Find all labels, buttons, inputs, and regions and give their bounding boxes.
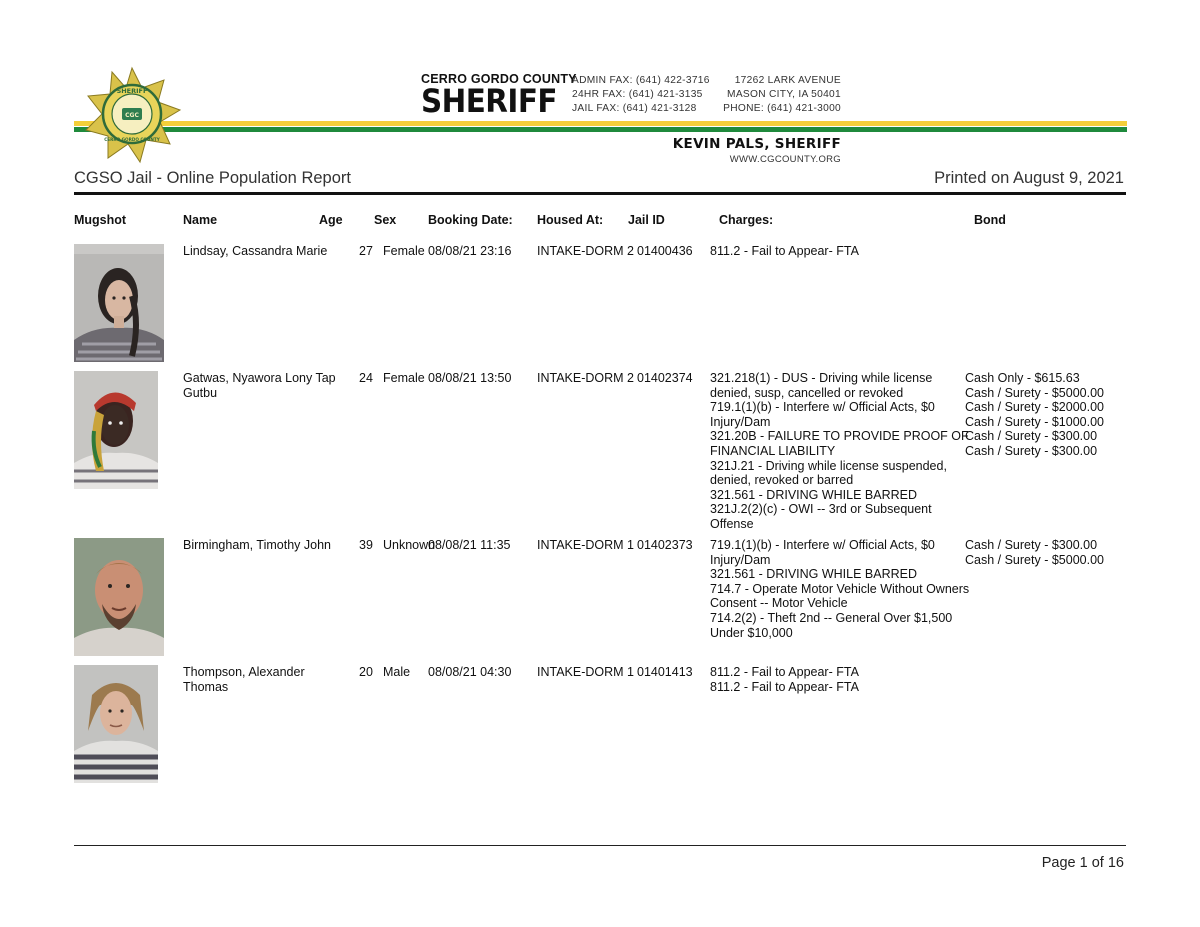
sheriff-star-badge-icon bbox=[82, 66, 182, 166]
address-line: MASON CITY, IA 50401 bbox=[727, 89, 841, 100]
inmate-charges: 811.2 - Fail to Appear- FTA 811.2 - Fail to Appear- FTA bbox=[710, 665, 859, 694]
column-header-name: Name bbox=[183, 213, 218, 227]
inmate-age: 24 bbox=[359, 371, 373, 385]
column-header-bond: Bond bbox=[974, 213, 1006, 227]
inmate-age: 39 bbox=[359, 538, 373, 552]
inmate-booking-date: 08/08/21 11:35 bbox=[428, 538, 511, 552]
inmate-age: 20 bbox=[359, 665, 373, 679]
inmate-sex: Female bbox=[383, 244, 425, 258]
inmate-age: 27 bbox=[359, 244, 373, 258]
inmate-housed-at: INTAKE-DORM 1 bbox=[537, 538, 634, 552]
address-block bbox=[713, 74, 841, 116]
badge-top-text: SHERIFF bbox=[116, 87, 148, 95]
inmate-booking-date: 08/08/21 13:50 bbox=[428, 371, 512, 385]
inmate-booking-date: 08/08/21 23:16 bbox=[428, 244, 512, 258]
org-county-name: CERRO GORDO COUNTY bbox=[421, 71, 577, 87]
fax-numbers bbox=[572, 74, 710, 116]
inmate-jail-id: 01400436 bbox=[637, 244, 693, 258]
mugshot-photo bbox=[74, 371, 158, 489]
inmate-name: Thompson, Alexander Thomas bbox=[183, 665, 305, 694]
address-line: 17262 LARK AVENUE bbox=[734, 75, 841, 86]
mugshot-photo bbox=[74, 244, 164, 362]
column-header-jail-id: Jail ID bbox=[628, 213, 665, 227]
mugshot-image-icon bbox=[74, 538, 164, 656]
inmate-name: Birmingham, Timothy John bbox=[183, 538, 331, 552]
inmate-sex: Male bbox=[383, 665, 411, 679]
inmate-jail-id: 01401413 bbox=[637, 665, 693, 679]
page-number: Page 1 of 16 bbox=[1041, 855, 1124, 871]
mugshot-image-icon bbox=[74, 244, 164, 362]
header-yellow-stripe bbox=[74, 121, 1127, 126]
badge-bottom-text: CERRO GORDO COUNTY bbox=[104, 137, 160, 142]
inmate-booking-date: 08/08/21 04:30 bbox=[428, 665, 512, 679]
column-header-housed-at: Housed At: bbox=[537, 213, 604, 227]
printed-date: Printed on August 9, 2021 bbox=[934, 169, 1124, 187]
sheriff-name: KEVIN PALS, SHERIFF bbox=[672, 136, 841, 152]
fax-line: JAIL FAX: (641) 421-3128 bbox=[572, 103, 697, 114]
inmate-name: Lindsay, Cassandra Marie bbox=[183, 244, 328, 258]
badge-center-text: CGC bbox=[125, 112, 139, 119]
report-title: CGSO Jail - Online Population Report bbox=[74, 169, 351, 187]
column-header-age: Age bbox=[319, 213, 343, 227]
inmate-housed-at: INTAKE-DORM 2 bbox=[537, 371, 634, 385]
mugshot-image-icon bbox=[74, 665, 158, 783]
inmate-bond: Cash Only - $615.63 Cash / Surety - $5000.00 Cash / Surety - $2000.00 Cash / Surety - $1000.00 Cash / Surety - $300.00 Cash / Surety - $300.00 bbox=[965, 371, 1104, 458]
mugshot-image-icon bbox=[74, 371, 158, 489]
inmate-housed-at: INTAKE-DORM 2 bbox=[537, 244, 634, 258]
fax-line: ADMIN FAX: (641) 422-3716 bbox=[572, 75, 710, 86]
column-header-mugshot: Mugshot bbox=[74, 213, 127, 227]
inmate-charges: 719.1(1)(b) - Interfere w/ Official Acts, $0 Injury/Dam 321.561 - DRIVING WHILE BARRED 714.7 - Operate Motor Vehicle Without Owners Consent -- Motor Vehicle 714.2(2) - Theft 2nd -- General Over $1,500 Under $10,000 bbox=[710, 538, 970, 640]
inmate-jail-id: 01402374 bbox=[637, 371, 693, 385]
header-divider bbox=[74, 192, 1126, 195]
mugshot-photo bbox=[74, 538, 164, 656]
website-link[interactable]: WWW.CGCOUNTY.ORG bbox=[729, 154, 841, 165]
inmate-sex: Unknown bbox=[383, 538, 436, 552]
inmate-charges: 811.2 - Fail to Appear- FTA bbox=[710, 244, 859, 258]
address-line: PHONE: (641) 421-3000 bbox=[723, 103, 841, 114]
column-header-charges: Charges: bbox=[719, 213, 774, 227]
inmate-name: Gatwas, Nyawora Lony Tap Gutbu bbox=[183, 371, 336, 400]
org-sheriff-title: SHERIFF bbox=[421, 82, 557, 120]
inmate-bond: Cash / Surety - $300.00 Cash / Surety - $5000.00 bbox=[965, 538, 1104, 567]
column-header-booking-date: Booking Date: bbox=[428, 213, 513, 227]
mugshot-photo bbox=[74, 665, 158, 783]
header-green-stripe bbox=[74, 127, 1127, 132]
inmate-charges: 321.218(1) - DUS - Driving while license denied, susp, cancelled or revoked 719.1(1)(b) - Interfere w/ Official Acts, $0 Injury/Dam 321.20B - FAILURE TO PROVIDE PROOF OF FINANCIAL LIABILITY 321J.21 - Driving while license suspended, denied, revoked or barred 321.561 - DRIVING WHILE BARRED 321J.2(2)(c) - OWI -- 3rd or Subsequent Offense bbox=[710, 371, 969, 531]
footer-divider bbox=[74, 845, 1126, 846]
inmate-housed-at: INTAKE-DORM 1 bbox=[537, 665, 634, 679]
column-header-sex: Sex bbox=[374, 213, 397, 227]
inmate-jail-id: 01402373 bbox=[637, 538, 693, 552]
fax-line: 24HR FAX: (641) 421-3135 bbox=[572, 89, 703, 100]
inmate-sex: Female bbox=[383, 371, 425, 385]
